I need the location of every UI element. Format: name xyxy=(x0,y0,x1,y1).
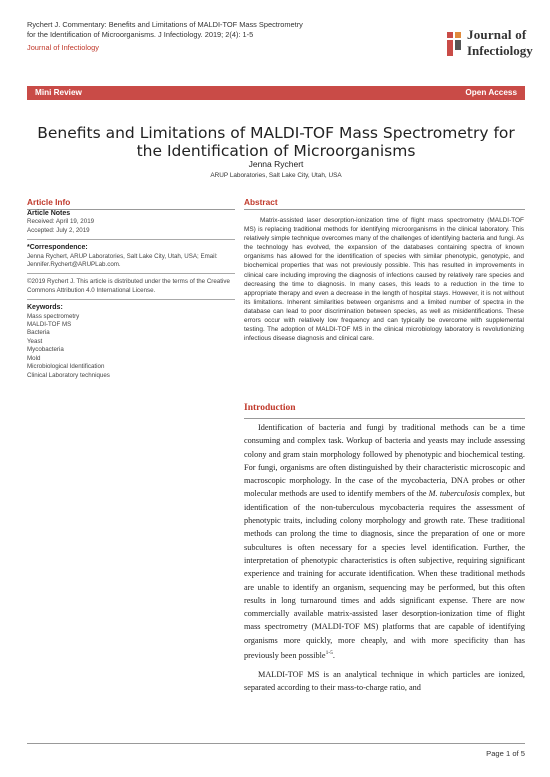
accepted-date: Accepted: July 2, 2019 xyxy=(27,226,90,234)
article-type-banner xyxy=(27,86,525,100)
author-affiliation: ARUP Laboratories, Salt Lake City, Utah, USA xyxy=(210,172,342,179)
paragraph-text: complex, but identification of the non-tuberculous mycobacteria requires the assessment of phenotypic traits, including colony morphology and growth rate. These traditional methods can prolong the time to diagnosis, since the preparation of one or more subcultures is often necessary for a species level identification. Further, the interpretation of phenotypic characteristics is often subjective, requiring significant experience and training for accurate identification. When these traditional methods are unable to identify an organism, sequencing may be performed, but this often results in long turnaround times and adds significant expense. There are now commercially available matrix-assisted laser desorption-ionization time of flight mass spectrometry (MALDI-TOF MS) platforms that are capable of identifying organisms more quickly, more cheaply, and with more specificity than has previously been possible xyxy=(244,489,526,660)
paragraph-text: . xyxy=(332,650,335,660)
citation-reference[interactable]: 1-5 xyxy=(325,650,333,657)
introduction-paragraph-1 xyxy=(244,421,525,662)
keyword-item: Mycobacteria xyxy=(27,346,64,354)
logo-text-line-2: Infectiology xyxy=(467,43,533,58)
article-info-heading: Article Info xyxy=(27,197,71,207)
received-date: Received: April 19, 2019 xyxy=(27,218,95,226)
abstract-rule xyxy=(244,209,525,210)
article-info-panel xyxy=(27,210,235,384)
license-text: ©2019 Rychert J. This article is distributed under the terms of the Creative Commons Attribution 4.0 International License. xyxy=(27,278,230,294)
citation-line-1: Rychert J. Commentary: Benefits and Limitations of MALDI-TOF Mass Spectrometry xyxy=(27,20,303,29)
keywords-label: Keywords: xyxy=(27,304,63,312)
footer-rule xyxy=(27,743,525,744)
divider xyxy=(27,273,235,274)
citation-line-2: for the Identification of Microorganisms. J Infectiology. 2019; 2(4): 1-5 xyxy=(27,30,254,39)
journal-logo xyxy=(445,24,535,62)
introduction-body xyxy=(244,421,525,701)
abstract-text: Matrix-assisted laser desorption-ionization time of flight mass spectrometry (MALDI-TOF MS) is replacing traditional methods for identifying microorganisms in the clinical laboratory. This relatively simple technique overcomes many of the challenges of identifying bacteria and fungi. As the technology has evolved, the expansion of the databases containing spectra of known organisms has allowed for the identification of species with similar phenotypic, genotypic, and biochemical properties that was not previously possible. This has resulted in improvements in clinical care including improving the diagnosis of infections caused by relatively rare species and decreasing the time to diagnosis. In many cases, this leads to a reduction in the time to appropriate therapy and even a decrease in the length of hospital stays. However, it is not without its limitations. Inherent similarities between organisms and a limited number of spectra in the database can lead to poor discrimination between species, as well as misidentifications. These errors occur with relatively low frequency and can typically be overcome with supplemental testing. The adoption of MALDI-TOF MS in the clinical microbiology laboratory is revolutionizing infectious disease diagnosis and clinical care. xyxy=(244,217,524,343)
article-title: Benefits and Limitations of MALDI-TOF Mass Spectrometry for the Identification of Microorganisms xyxy=(37,124,515,160)
journal-logo-icon xyxy=(445,30,463,58)
keyword-item: Bacteria xyxy=(27,329,50,337)
keyword-item: MALDI-TOF MS xyxy=(27,321,72,329)
species-name: M. tuberculosis xyxy=(428,489,480,499)
journal-link[interactable]: Journal of Infectiology xyxy=(27,43,99,52)
paragraph-text: Identification of bacteria and fungi by traditional methods can be a time consuming and complex task. Workup of bacteria and yeasts may include assessing colony and gram stain morphology followed by phenotypic and biochemical testing. For fungi, organisms are often distinguished by their characteristic microscopic and macroscopic morphology. In the case of the mycobacteria, DNA probes or other molecular methods are used to identify members of the xyxy=(244,423,525,499)
keyword-item: Mold xyxy=(27,354,41,362)
article-type-label: Mini Review xyxy=(35,88,82,97)
author-name: Jenna Rychert xyxy=(248,159,304,169)
keyword-item: Mass spectrometry xyxy=(27,312,80,320)
citation-header xyxy=(27,20,303,53)
correspondence-text: Jenna Rychert, ARUP Laboratories, Salt Lake City, Utah, USA; Email: Jennifer.Rychert@ARUPLab.com. xyxy=(27,252,218,269)
open-access-label: Open Access xyxy=(465,88,517,97)
logo-text-line-1: Journal of xyxy=(467,27,527,42)
correspondence-label: *Correspondence: xyxy=(27,244,88,252)
abstract-heading: Abstract xyxy=(244,197,278,207)
divider xyxy=(27,239,235,240)
page-number: Page 1 of 5 xyxy=(486,749,525,758)
article-notes-label: Article Notes xyxy=(27,210,71,217)
keyword-item: Yeast xyxy=(27,337,43,345)
divider xyxy=(27,299,235,300)
keyword-item: Microbiological Identification xyxy=(27,363,105,371)
keyword-item: Clinical Laboratory techniques xyxy=(27,371,110,379)
introduction-paragraph-2: MALDI-TOF MS is an analytical technique in which particles are ionized, separated according to their mass-to-charge ratio, and xyxy=(244,670,525,693)
introduction-heading: Introduction xyxy=(244,403,296,413)
introduction-rule xyxy=(244,418,525,419)
